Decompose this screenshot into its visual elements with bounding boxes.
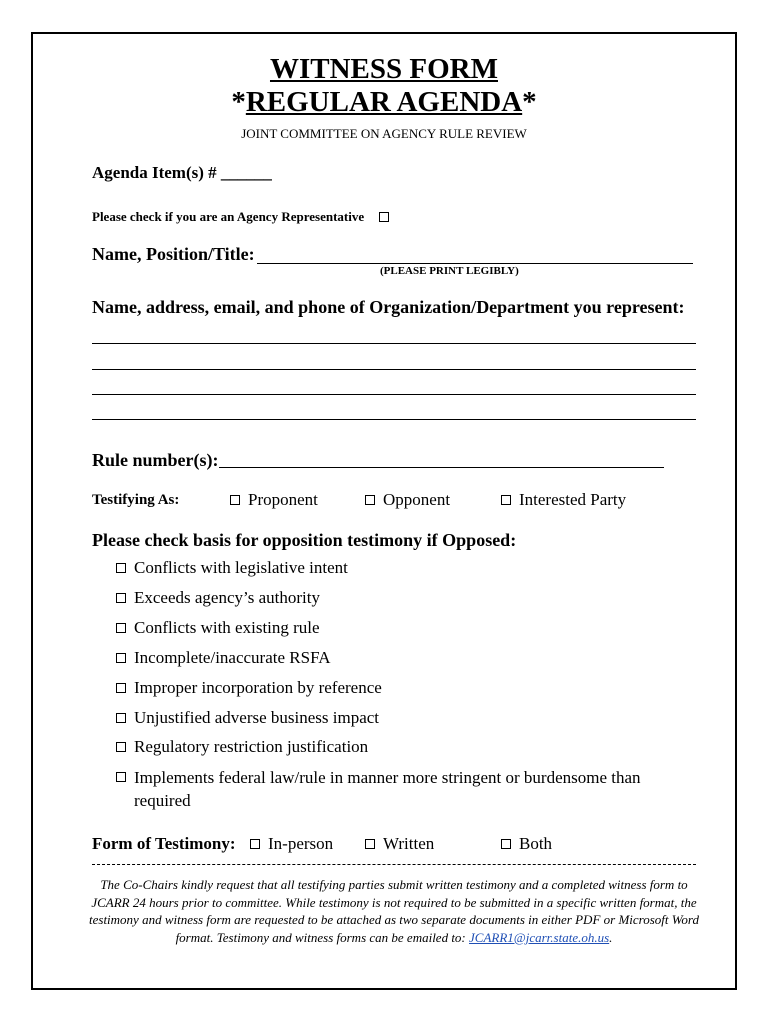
checkbox-icon[interactable] [250,839,260,849]
checkbox-icon[interactable] [116,713,126,723]
basis-option[interactable]: Unjustified adverse business impact [116,708,379,728]
footer-email-link[interactable]: JCARR1@jcarr.state.oh.us [469,929,610,945]
footer-text: The Co-Chairs kindly request that all testifying parties submit written testimony and a completed witness form to JCARR 24 hours prior to committee. While testimony is not required to be submitted in a specific written format, the testimony and witness form are requested to be attached as two separate documents in either PDF or Microsoft Word format. Testimony and witness forms can be emailed to: [89,877,699,945]
committee-name: JOINT COMMITTEE ON AGENCY RULE REVIEW [241,126,527,141]
testifying-option-opponent[interactable]: Opponent [365,490,450,510]
testimony-form-label: Form of Testimony: [92,834,236,853]
form-subtitle [33,86,735,119]
testifying-as-label: Testifying As: [92,492,180,508]
basis-option[interactable]: Incomplete/inaccurate RSFA [116,648,331,668]
witness-form-page [31,32,737,990]
testifying-option-interested-party[interactable]: Interested Party [501,490,626,510]
checkbox-icon[interactable] [116,623,126,633]
testimony-option-in-person[interactable]: In-person [250,834,333,854]
checkbox-icon[interactable] [365,495,375,505]
basis-option[interactable]: Improper incorporation by reference [116,678,382,698]
checkbox-icon[interactable] [116,683,126,693]
opposition-basis-label: Please check basis for opposition testimony if Opposed: [92,530,517,550]
organization-line-2[interactable] [92,369,696,370]
dashed-divider [92,864,696,865]
organization-line-3[interactable] [92,394,696,395]
organization-line-4[interactable] [92,419,696,420]
checkbox-icon[interactable] [116,593,126,603]
organization-line-1[interactable] [92,343,696,344]
testifying-option-proponent[interactable]: Proponent [230,490,318,510]
organization-label: Name, address, email, and phone of Organization/Department you represent: [92,297,685,317]
checkbox-icon[interactable] [230,495,240,505]
testimony-option-written[interactable]: Written [365,834,434,854]
checkbox-icon[interactable] [501,839,511,849]
basis-option[interactable]: Exceeds agency’s authority [116,588,320,608]
name-title-field[interactable] [257,263,693,264]
rule-number-field[interactable] [219,467,664,468]
checkbox-icon[interactable] [365,839,375,849]
footer-note: The Co-Chairs kindly request that all testifying parties submit written testimony and a completed witness form to JCARR 24 hours prior to committee. While testimony is not required to be submitted in a specific written format, the testimony and witness form are requested to be attached as two separate documents in either PDF or Microsoft Word format. Testimony and witness forms can be emailed to: JCARR1@jcarr.state.oh.us. [89,877,699,945]
checkbox-icon[interactable] [501,495,511,505]
checkbox-icon[interactable] [116,653,126,663]
print-legibly-note: (PLEASE PRINT LEGIBLY) [380,265,519,277]
rule-number-label: Rule number(s): [92,450,219,470]
checkbox-icon[interactable] [116,742,126,752]
testimony-form-row [92,834,236,854]
basis-option[interactable]: Conflicts with existing rule [116,618,320,638]
basis-option[interactable]: Implements federal law/rule in manner more stringent or burdensome than required [116,766,676,812]
basis-option[interactable]: Regulatory restriction justification [116,737,368,757]
agency-rep-label: Please check if you are an Agency Representative [92,209,365,224]
testimony-option-both[interactable]: Both [501,834,552,854]
checkbox-icon[interactable] [116,772,126,782]
checkbox-icon[interactable] [116,563,126,573]
subtitle-prefix: * [231,86,246,118]
agency-rep-row [92,209,397,225]
name-title-label: Name, Position/Title: [92,244,255,264]
agenda-item-field[interactable]: Agenda Item(s) # ______ [92,163,272,182]
form-title: WITNESS FORM [269,53,498,85]
subtitle-text: REGULAR AGENDA [245,86,523,118]
basis-option[interactable]: Conflicts with legislative intent [116,558,348,578]
agency-rep-checkbox[interactable] [379,212,389,222]
subtitle-suffix: * [522,86,537,118]
